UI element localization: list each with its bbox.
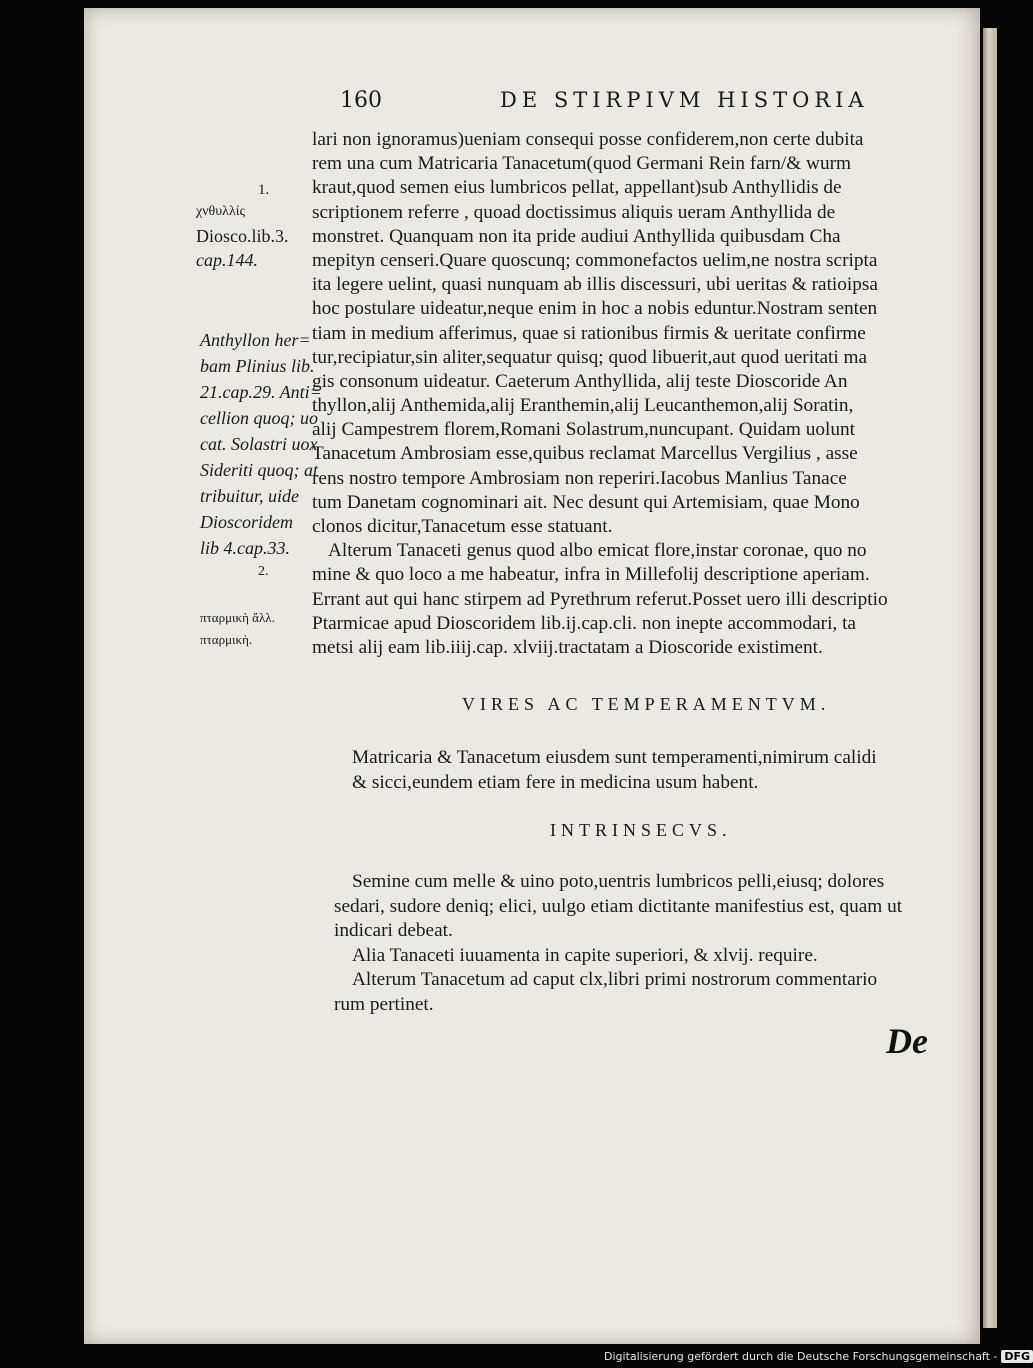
main-paragraph: [312, 128, 984, 660]
text-line: hoc postulare uideatur,neque enim in hoc a nobis eduntur.Nostram senten: [312, 298, 878, 320]
margin-note: 1.: [258, 182, 270, 198]
running-title: DE STIRPIVM HISTORIA: [500, 88, 869, 112]
margin-note: tribuitur, uide: [200, 486, 300, 506]
vires-paragraph: [352, 746, 988, 795]
text-line: mine & quo loco a me habeatur, infra in Millefolij descriptione aperiam.: [312, 564, 870, 586]
margin-note: 2.: [258, 564, 269, 579]
text-line: Alterum Tanacetum ad caput clx,libri primi nostrorum commentario: [352, 969, 878, 990]
margin-note: lib 4.cap.33.: [200, 538, 290, 558]
margin-note: Dioscoridem: [200, 512, 293, 532]
footer-credit: [604, 1350, 1033, 1363]
margin-note: bam Plinius lib.: [200, 356, 315, 376]
catchword: De: [886, 1021, 928, 1061]
text-line: alij Campestrem florem,Romani Solastrum,nuncupant. Quidam uolunt: [312, 419, 856, 441]
margin-note: Sideriti quoq; at: [200, 460, 318, 480]
text-line: scriptionem referre , quoad doctissimus aliquis ueram Anthyllida de: [312, 201, 836, 223]
text-line: Tanacetum Ambrosiam esse,quibus reclamat Marcellus Vergilius , asse: [312, 443, 858, 465]
text-line: rens nostro tempore Ambrosiam non reperiri.Iacobus Manlius Tanace: [312, 467, 847, 489]
credit-text: Digitalisierung gefördert durch die Deutsche Forschungsgemeinschaft -: [604, 1350, 998, 1363]
text-line: mepityn censeri.Quare quoscunq; commonefactos uelim,ne nostra scripta: [312, 249, 878, 271]
dfg-logo: DFG: [1001, 1350, 1033, 1363]
margin-note: cat. Solastri uox: [200, 434, 318, 454]
text-line: rem una cum Matricaria Tanacetum(quod Germani Rein farn/& wurm: [312, 153, 852, 175]
text-line: monstret. Quanquam non ita pride audiui Anthyllida quibusdam Cha: [312, 225, 841, 247]
text-line: & sicci,eundem etiam fere in medicina usum habent.: [352, 771, 759, 793]
text-line: ita legere uelint, quasi nunquam ab illis discessuri, ubi ueritas & ratioipsa: [312, 274, 878, 296]
section-heading: VIRES AC TEMPERAMENTVM.: [462, 694, 831, 714]
text-line: Alia Tanaceti iuuamenta in capite superiori, & xlvij. require.: [352, 944, 818, 966]
text-line: Matricaria & Tanacetum eiusdem sunt temperamenti,nimirum calidi: [352, 747, 877, 768]
running-header: [340, 88, 980, 118]
text-line: tum Danetam cognominari ait. Nec desunt qui Artemisiam, quae Mono: [312, 491, 860, 513]
text-line: Ptarmicae apud Dioscoridem lib.ij.cap.cli. non inepte accommodari, ta: [312, 612, 856, 634]
text-line: metsi alij eam lib.iiij.cap. xlviij.tractatam a Dioscoride existiment.: [312, 636, 823, 658]
text-line: Errant aut qui hanc stirpem ad Pyrethrum referut.Posset uero illi descriptio: [312, 588, 888, 610]
text-line: rum pertinet.: [334, 993, 434, 1015]
margin-note: Diosco.lib.3.: [196, 226, 289, 246]
margin-note: πταρμικὴ ἄλλ.: [200, 610, 275, 625]
page-number: 160: [340, 88, 382, 113]
intrinsecus-paragraph: [334, 870, 988, 1017]
text-line: Alterum Tanaceti genus quod albo emicat flore,instar coronae, quo no: [328, 540, 867, 562]
section-heading: INTRINSECVS.: [550, 820, 732, 840]
margin-note: 21.cap.29. Anti=: [200, 382, 322, 402]
text-line: lari non ignoramus)ueniam consequi posse confiderem,non certe dubita: [312, 129, 864, 150]
margin-note: Anthyllon her=: [200, 330, 311, 350]
text-line: thyllon,alij Anthemida,alij Eranthemin,alij Leucanthemon,alij Soratin,: [312, 395, 854, 417]
margin-note: cellion quoq; uo: [200, 408, 318, 428]
text-line: Semine cum melle & uino poto,uentris lumbricos pelli,eiusq; dolores: [352, 871, 885, 892]
text-line: kraut,quod semen eius lumbricos pellat, appellant)sub Anthyllidis de: [312, 177, 842, 199]
page-edge: [983, 28, 997, 1328]
margin-note: χνθυλλίς: [196, 204, 246, 219]
text-line: gis consonum uideatur. Caeterum Anthyllida, alij teste Dioscoride An: [312, 370, 848, 392]
margin-note: cap.144.: [196, 250, 258, 270]
margin-note: πταρμικὴ.: [200, 632, 253, 647]
text-line: sedari, sudore deniq; elici, uulgo etiam dictitante manifestius est, quam ut: [334, 895, 903, 917]
text-line: clonos dicitur,Tanacetum esse statuant.: [312, 516, 613, 537]
text-line: indicari debeat.: [334, 920, 453, 941]
text-line: tur,recipiatur,sin aliter,sequatur quisq; quod libuerit,aut quod ueritati ma: [312, 346, 868, 368]
text-line: tiam in medium afferimus, quae si rationibus firmis & ueritate confirme: [312, 322, 866, 344]
